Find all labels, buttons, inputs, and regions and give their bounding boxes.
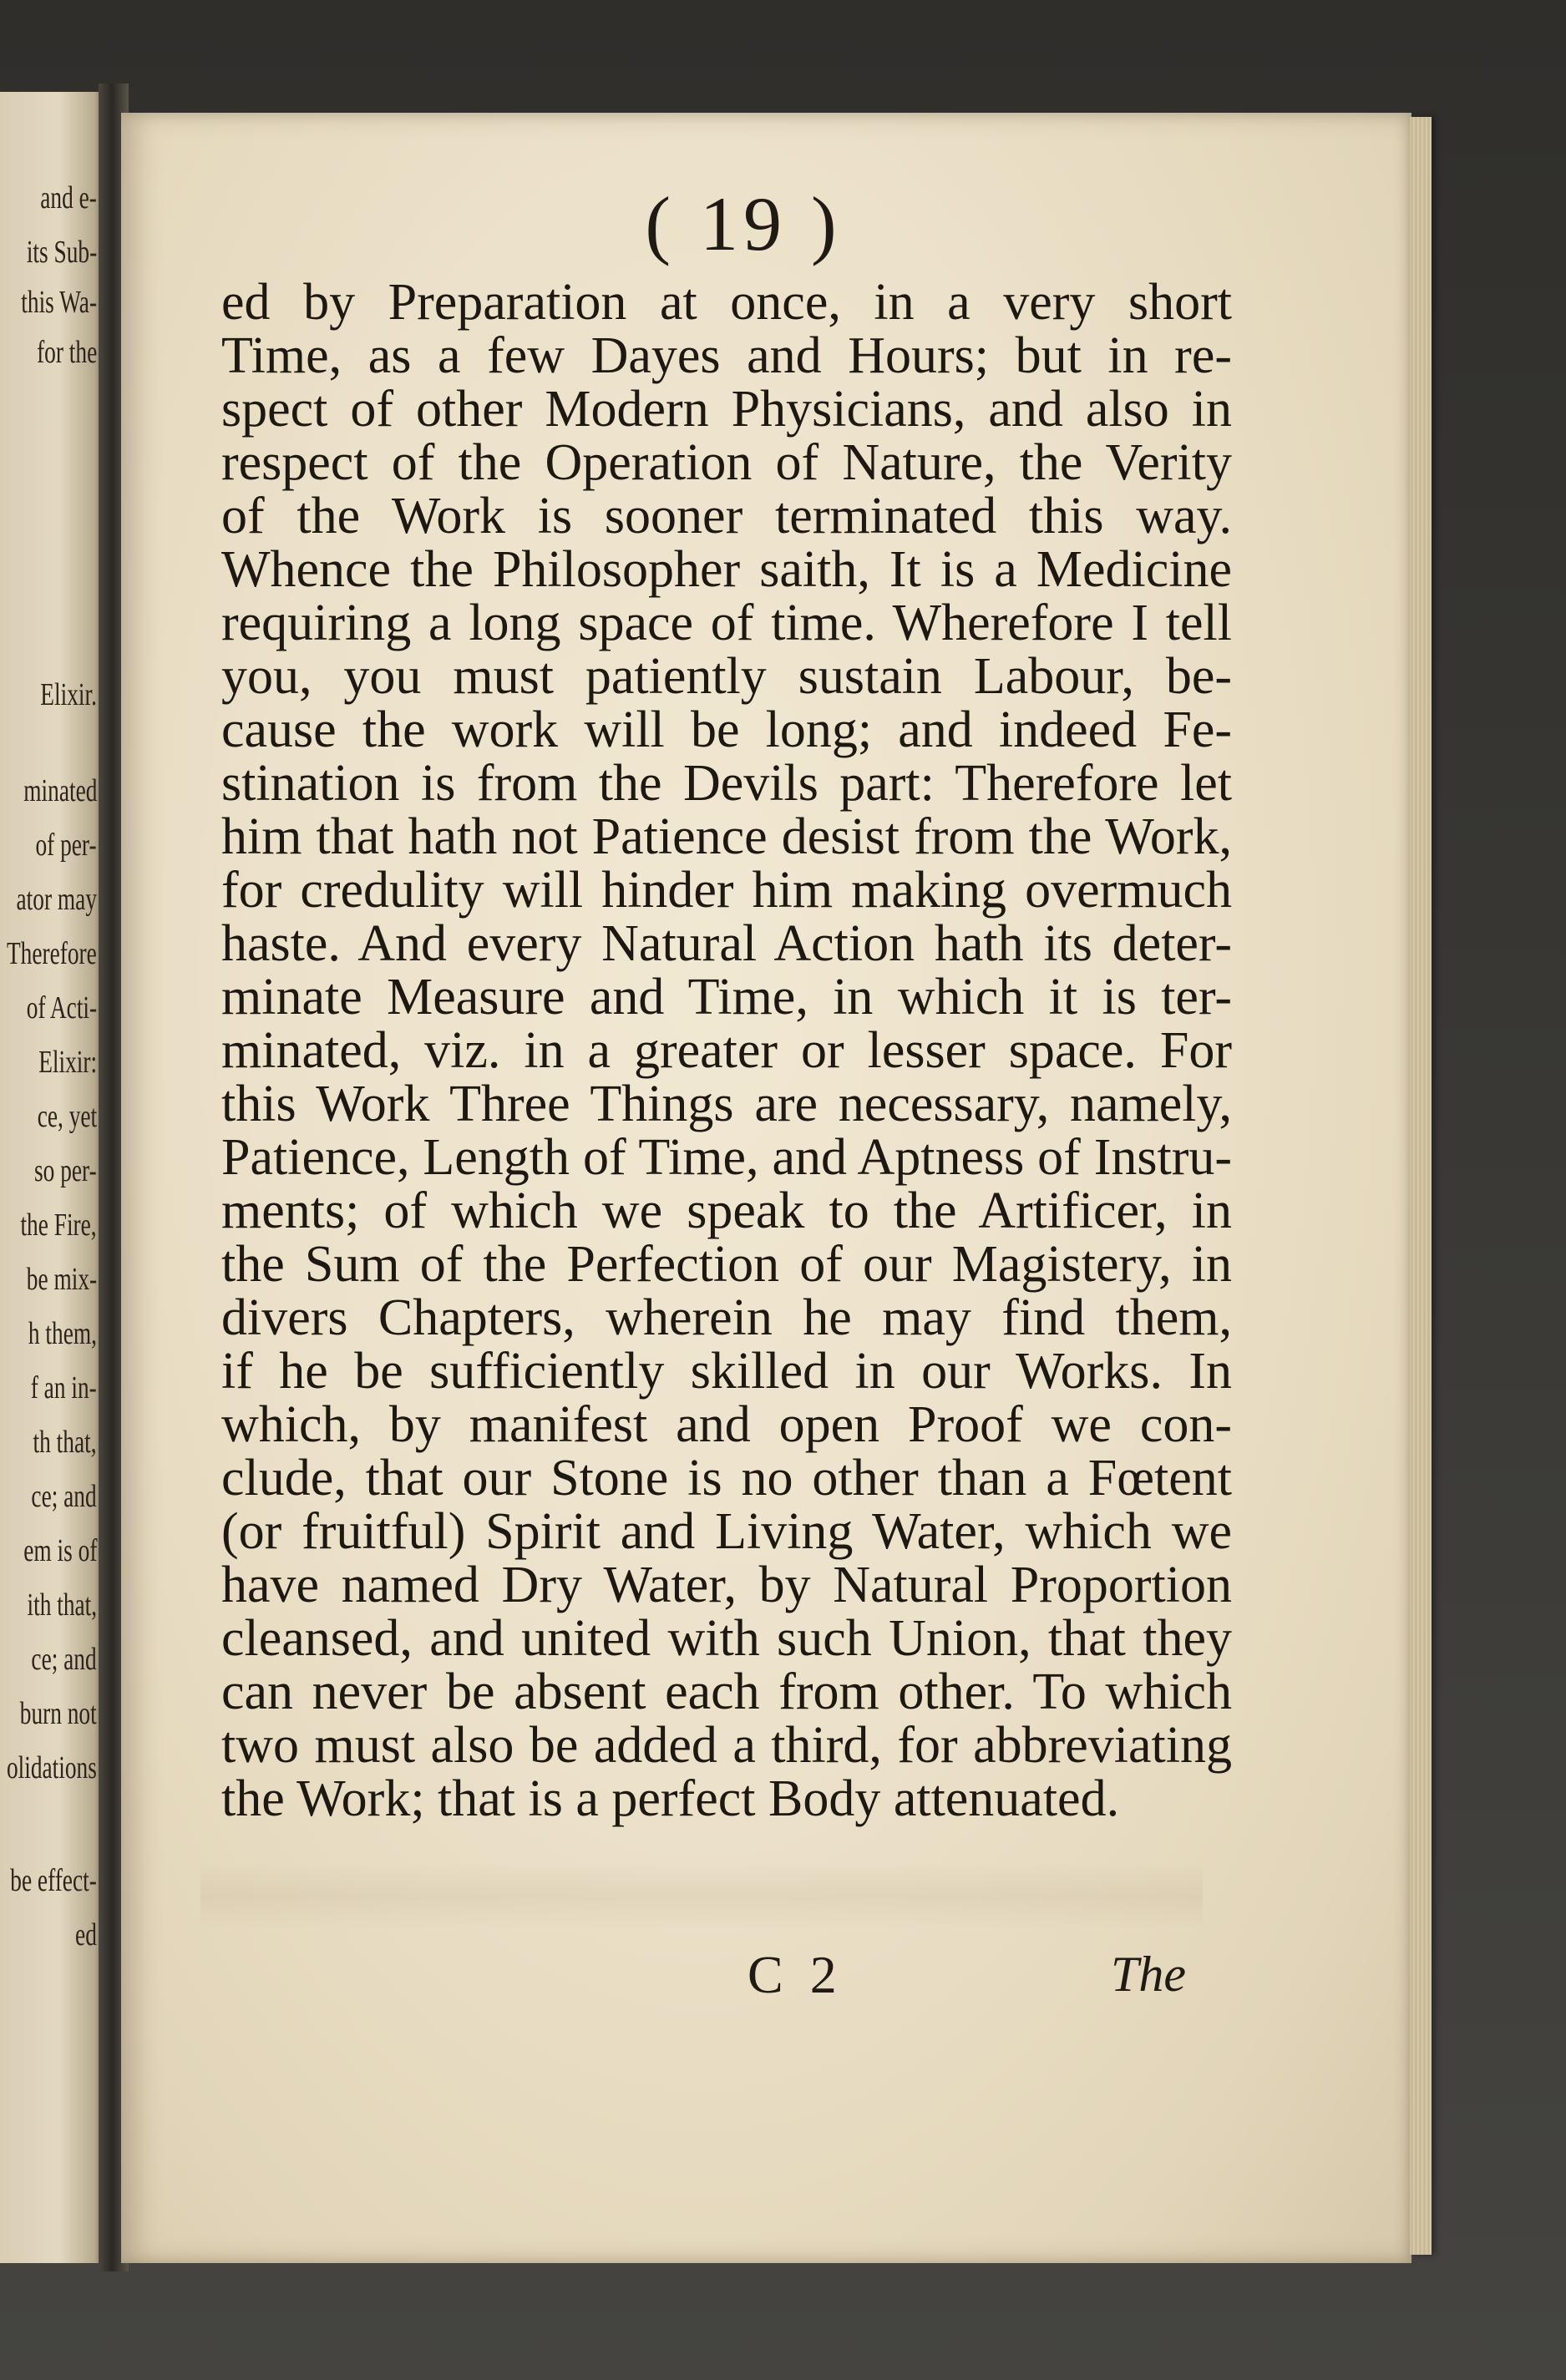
left-page-fragment: f an in- — [30, 1370, 97, 1405]
text-line: have named Dry Water, by Natural Proportion — [221, 1557, 1232, 1613]
left-page-fragment: olidations — [7, 1750, 97, 1785]
text-line: Time, as a few Dayes and Hours; but in re- — [221, 327, 1232, 384]
left-page-fragment: Elixir. — [40, 677, 97, 712]
text-line: for credulity will hinder him making overmuch — [221, 862, 1232, 919]
left-page-fragment: this Wa- — [21, 285, 97, 320]
left-page-fragment: be mix- — [26, 1262, 97, 1297]
left-page-fragment: ator may — [16, 882, 97, 917]
text-line: ments; of which we speak to the Artificer, in — [221, 1182, 1232, 1239]
text-line: (or fruitful) Spirit and Living Water, which we — [221, 1503, 1232, 1560]
left-page-fragment: its Sub- — [26, 235, 97, 270]
text-line: this Work Three Things are necessary, namely, — [221, 1076, 1232, 1132]
text-line: if he be sufficiently skilled in our Works. In — [221, 1343, 1232, 1400]
left-page-fragment: be effect- — [10, 1863, 97, 1898]
text-line: minate Measure and Time, in which it is ter- — [221, 969, 1232, 1025]
left-page-fragment: ce, yet — [37, 1099, 97, 1134]
left-page-fragment: and e- — [40, 180, 97, 215]
left-page-fragment: Elixir: — [38, 1045, 97, 1080]
left-page-fragment: h them, — [28, 1316, 97, 1351]
left-page-fragment: so per- — [34, 1153, 97, 1188]
page-number: ( 19 ) — [645, 181, 842, 266]
text-line: which, by manifest and open Proof we con- — [221, 1396, 1232, 1453]
left-page-fragment: ce; and — [31, 1642, 97, 1677]
text-line: stination is from the Devils part: Therefore let — [221, 755, 1232, 812]
body-text — [221, 276, 1232, 1826]
left-page-fragment: ed — [75, 1917, 97, 1952]
left-page-fragment: em is of — [23, 1533, 97, 1568]
catchword: The — [1111, 1947, 1186, 2002]
text-line: you, you must patiently sustain Labour, be- — [221, 648, 1232, 705]
left-facing-page — [0, 92, 107, 2263]
signature-mark: C 2 — [748, 1945, 844, 2004]
show-through — [200, 1862, 1203, 1929]
text-line: divers Chapters, wherein he may find them, — [221, 1289, 1232, 1346]
left-page-fragment: Therefore — [7, 936, 97, 971]
text-line: clude, that our Stone is no other than a Fœtent — [221, 1450, 1232, 1506]
left-page-fragment: ce; and — [31, 1479, 97, 1514]
left-page-fragment: burn not — [20, 1696, 97, 1731]
text-line: the Work; that is a perfect Body attenuated. — [221, 1770, 1120, 1827]
text-line: spect of other Modern Physicians, and also in — [221, 381, 1232, 438]
text-line: the Sum of the Perfection of our Magistery, in — [221, 1236, 1232, 1293]
text-line: respect of the Operation of Nature, the Verity — [221, 434, 1232, 491]
text-line: can never be absent each from other. To which — [221, 1663, 1232, 1720]
left-page-fragment: ith that, — [27, 1588, 97, 1623]
text-line: Patience, Length of Time, and Aptness of Instru- — [221, 1129, 1232, 1186]
page-edges — [1410, 117, 1432, 2255]
text-line: haste. And every Natural Action hath its deter- — [221, 915, 1232, 972]
text-line: cleansed, and united with such Union, that they — [221, 1610, 1232, 1667]
text-line: cause the work will be long; and indeed Fe- — [221, 701, 1232, 758]
left-page-fragment: of per- — [35, 828, 97, 863]
text-line: requiring a long space of time. Wherefore I tell — [221, 595, 1232, 651]
left-page-fragment: th that, — [33, 1425, 97, 1460]
left-page-fragment: the Fire, — [20, 1208, 97, 1243]
text-line: ed by Preparation at once, in a very short — [221, 274, 1232, 331]
text-line: him that hath not Patience desist from the Work, — [221, 808, 1232, 865]
text-line: of the Work is sooner terminated this way. — [221, 488, 1232, 544]
text-line: minated, viz. in a greater or lesser space. For — [221, 1022, 1232, 1079]
left-page-fragment: of Acti- — [26, 990, 97, 1025]
text-line: two must also be added a third, for abbreviating — [221, 1717, 1232, 1774]
left-page-fragment: minated — [23, 773, 97, 808]
text-line: Whence the Philosopher saith, It is a Medicine — [221, 541, 1232, 598]
left-page-fragment: for the — [36, 335, 97, 370]
